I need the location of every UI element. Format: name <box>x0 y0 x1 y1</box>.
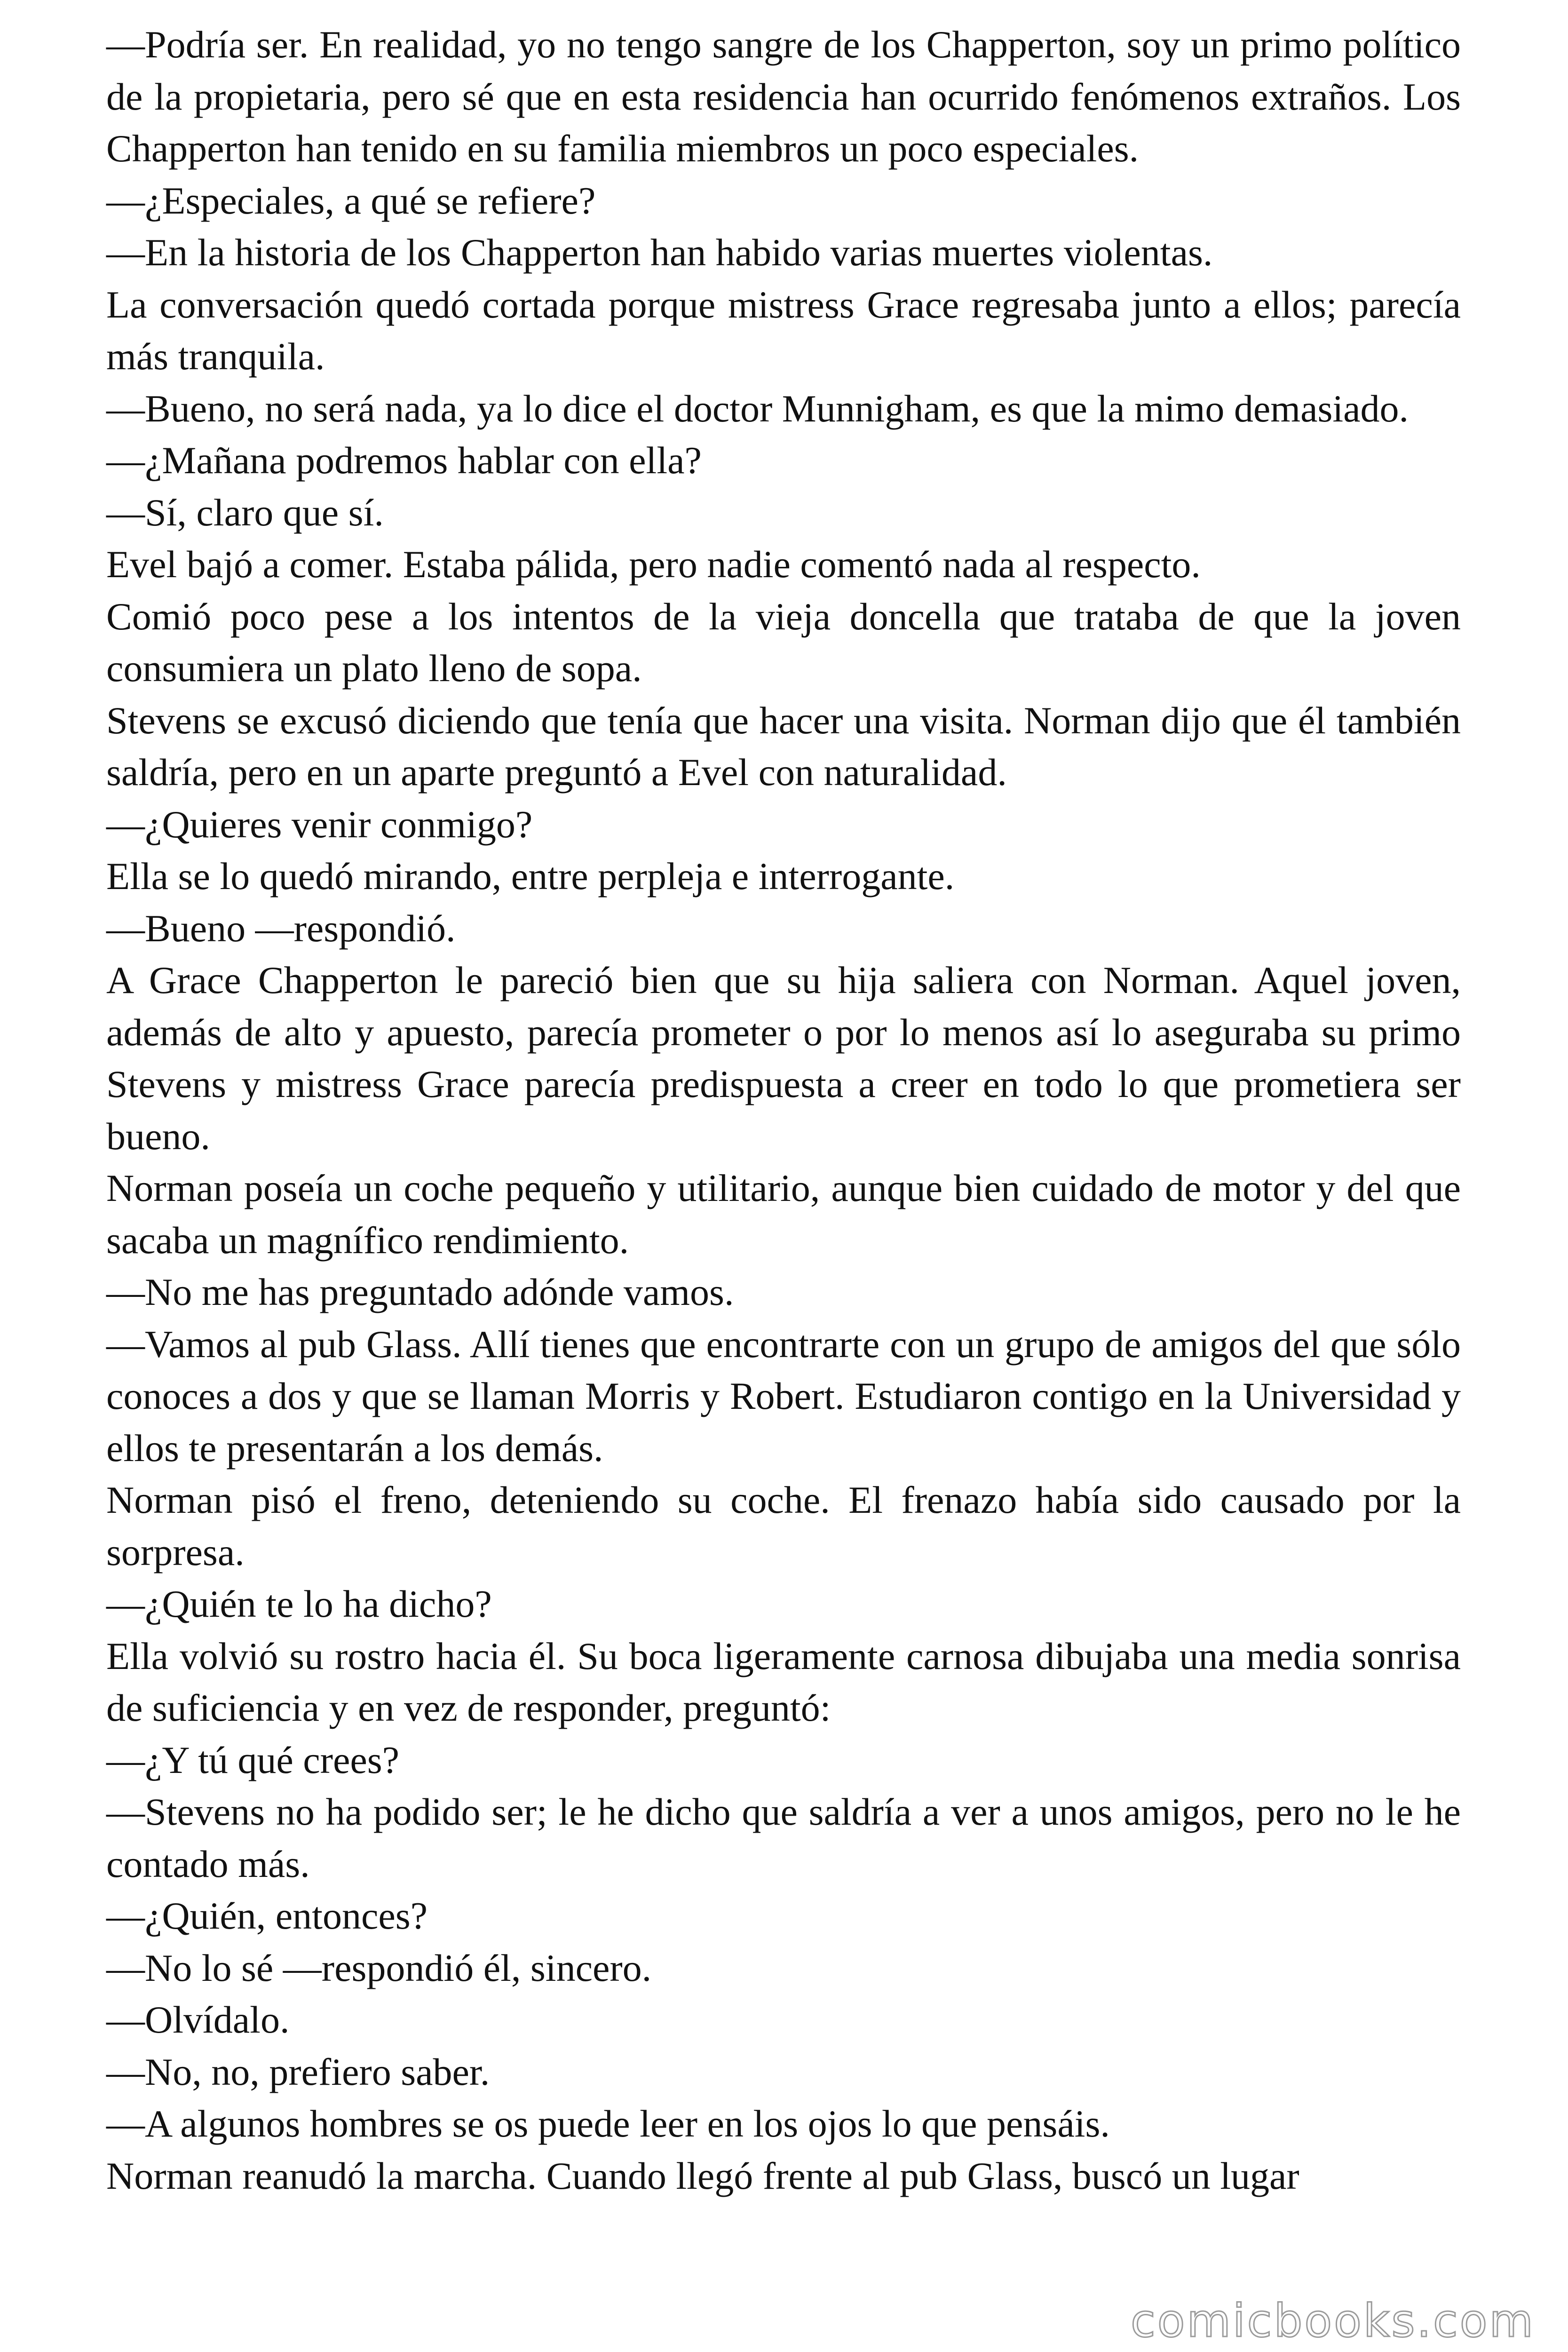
paragraph: —No me has preguntado adónde vamos. <box>106 1271 734 1313</box>
paragraph: Evel bajó a comer. Estaba pálida, pero nadie comentó nada al respecto. <box>106 543 1201 586</box>
paragraph: Norman reanudó la marcha. Cuando llegó frente al pub Glass, buscó un lugar <box>106 2154 1299 2197</box>
paragraph: —¿Y tú qué crees? <box>106 1738 400 1781</box>
paragraph: —Stevens no ha podido ser; le he dicho que saldría a ver a unos amigos, pero no le he contado más. <box>106 1790 1461 1885</box>
paragraph: —Bueno —respondió. <box>106 906 456 950</box>
paragraph: Norman poseía un coche pequeño y utilitario, aunque bien cuidado de motor y del que sacaba un magnífico rendimiento. <box>106 1167 1461 1262</box>
paragraph: —Olvídalo. <box>106 1998 290 2041</box>
paragraph: Stevens se excusó diciendo que tenía que hacer una visita. Norman dijo que él también saldría, pero en un aparte preguntó a Evel con naturalidad. <box>106 699 1461 794</box>
paragraph: —¿Quién te lo ha dicho? <box>106 1582 492 1625</box>
paragraph: —No, no, prefiero saber. <box>106 2050 490 2093</box>
paragraph: —Bueno, no será nada, ya lo dice el doctor Munnigham, es que la mimo demasiado. <box>106 387 1409 430</box>
paragraph: A Grace Chapperton le pareció bien que su hija saliera con Norman. Aquel joven, además de alto y apuesto, parecía prometer o por lo menos así lo aseguraba su primo Stevens y mistress Grace parecía predispuesta a creer en todo lo que prometiera ser bueno. <box>106 959 1461 1158</box>
paragraph: —No lo sé —respondió él, sincero. <box>106 1946 652 1989</box>
paragraph: —Vamos al pub Glass. Allí tienes que encontrarte con un grupo de amigos del que sólo conoces a dos y que se llaman Morris y Robert. Estudiaron contigo en la Universidad y ellos te presentarán a los demás. <box>106 1322 1461 1470</box>
paragraph: —En la historia de los Chapperton han habido varias muertes violentas. <box>106 231 1213 274</box>
paragraph: —¿Especiales, a qué se refiere? <box>106 179 596 222</box>
paragraph: Comió poco pese a los intentos de la vieja doncella que trataba de que la joven consumiera un plato lleno de sopa. <box>106 595 1461 690</box>
page-body <box>106 19 1461 2324</box>
paragraph: La conversación quedó cortada porque mistress Grace regresaba junto a ellos; parecía más tranquila. <box>106 283 1461 378</box>
paragraph: —A algunos hombres se os puede leer en los ojos lo que pensáis. <box>106 2102 1110 2145</box>
paragraph: Norman pisó el freno, deteniendo su coche. El frenazo había sido causado por la sorpresa. <box>106 1478 1461 1573</box>
paragraph: —¿Quieres venir conmigo? <box>106 803 533 846</box>
paragraph: —Sí, claro que sí. <box>106 491 384 534</box>
paragraph: —¿Mañana podremos hablar con ella? <box>106 439 702 482</box>
paragraph: —Podría ser. En realidad, yo no tengo sangre de los Chapperton, soy un primo político de la propietaria, pero sé que en esta residencia han ocurrido fenómenos extraños. Los Chapperton han tenido en su familia miembros un poco especiales. <box>106 23 1461 170</box>
paragraph: Ella se lo quedó mirando, entre perpleja e interrogante. <box>106 855 955 898</box>
watermark: comicbooks.com <box>1130 2295 1535 2347</box>
paragraph: Ella volvió su rostro hacia él. Su boca ligeramente carnosa dibujaba una media sonrisa de suficiencia y en vez de responder, preguntó: <box>106 1634 1461 1729</box>
paragraph: —¿Quién, entonces? <box>106 1894 428 1937</box>
